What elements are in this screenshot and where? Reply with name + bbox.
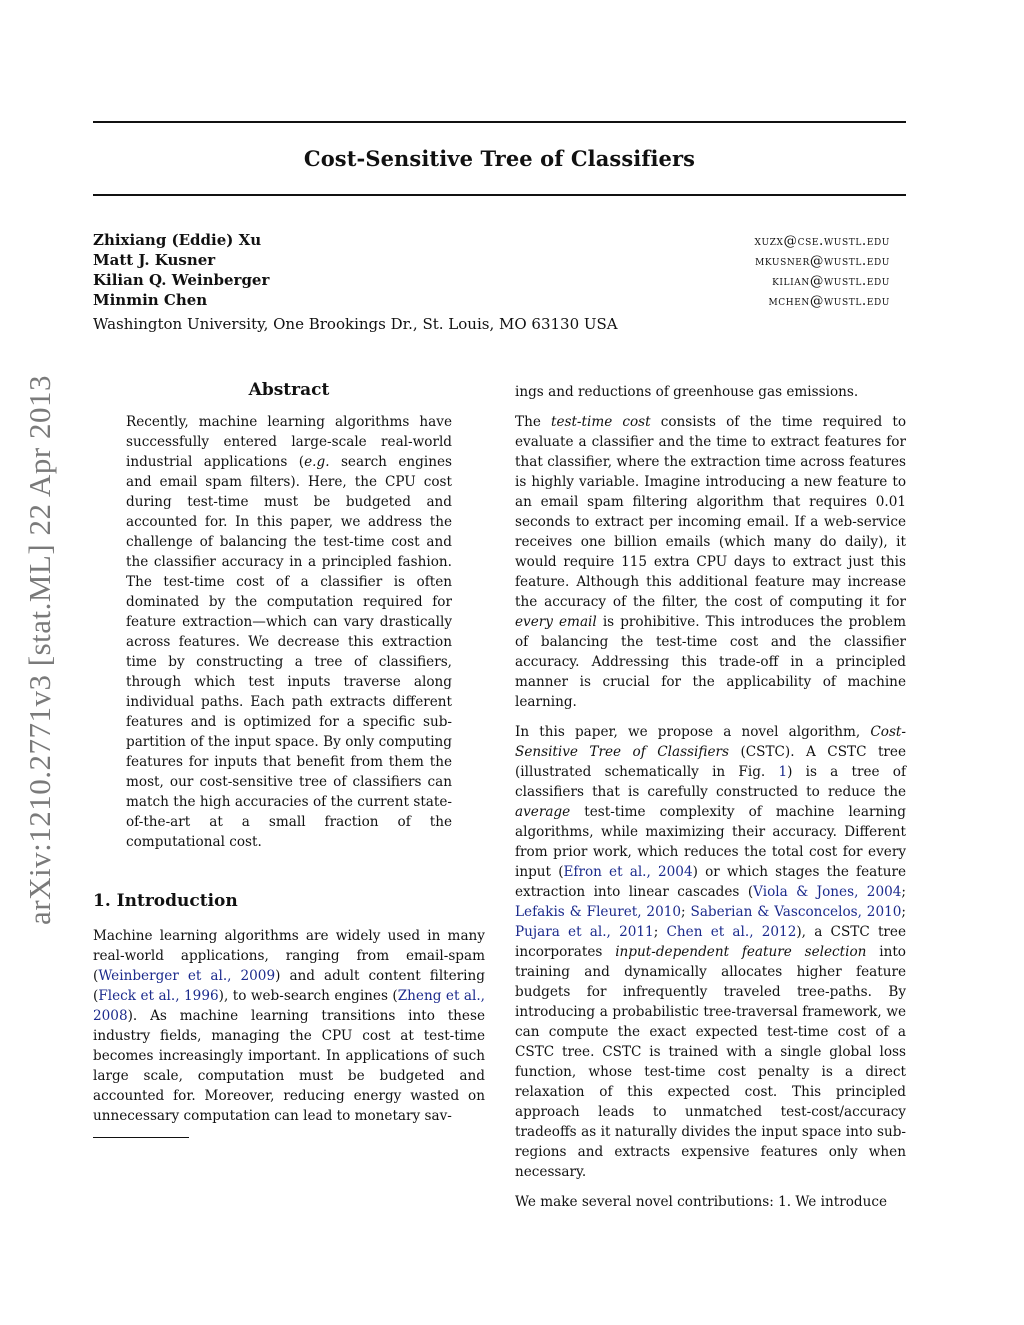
text-run: is prohibitive. This introduces the problem of balancing the test-time cost and the classifier accuracy. Addressing this trade-off in a principled manner is crucial for the applicability of machine learning. bbox=[515, 614, 906, 710]
citation-link[interactable]: Viola & Jones, 2004 bbox=[753, 884, 902, 900]
emphasis: input-dependent feature selection bbox=[615, 944, 867, 960]
abstract-text bbox=[126, 412, 452, 852]
citation-link[interactable]: Efron et al., 2004 bbox=[563, 864, 693, 880]
citation-link[interactable]: Pujara et al., 2011 bbox=[515, 924, 654, 940]
author-row bbox=[93, 290, 890, 310]
text-run: In this paper, we propose a novel algorithm, bbox=[515, 724, 871, 740]
author-email: kilian@wustl.edu bbox=[772, 273, 890, 289]
author-name: Minmin Chen bbox=[93, 291, 208, 309]
footnote-rule bbox=[93, 1137, 189, 1138]
text-run: ), a CSTC tree incorporates bbox=[515, 924, 906, 960]
text-run: ) is a tree of classifiers that is carefully constructed to reduce the bbox=[515, 764, 906, 800]
affiliation: Washington University, One Brookings Dr., St. Louis, MO 63130 USA bbox=[93, 315, 618, 333]
text-run: ; bbox=[901, 904, 906, 920]
test-time-cost-paragraph bbox=[515, 412, 906, 712]
citation-link[interactable]: Zheng et al., 2008 bbox=[93, 988, 485, 1024]
text-run: ; bbox=[901, 884, 906, 900]
author-row bbox=[93, 230, 890, 250]
text-run: ; bbox=[653, 924, 667, 940]
emphasis: average bbox=[515, 804, 571, 820]
citation-link[interactable]: Lefakis & Fleuret, 2010 bbox=[515, 904, 682, 920]
text-run: ) or which stages the feature extraction into linear cascades ( bbox=[515, 864, 906, 900]
figure-link[interactable]: 1 bbox=[778, 764, 788, 780]
contributions-paragraph: We make several novel contributions: 1. We introduce bbox=[515, 1194, 888, 1210]
author-name: Matt J. Kusner bbox=[93, 251, 216, 269]
author-email: xuzx@cse.wustl.edu bbox=[754, 233, 890, 249]
emphasis: every email bbox=[515, 614, 597, 630]
introduction-heading: 1. Introduction bbox=[93, 891, 238, 911]
text-run: consists of the time required to evaluate a classifier and the time to extract features for that classifier, where the extraction time across features is highly variable. Imagine introducing a new feature to an email spam filtering algorithm that requires 0.01 seconds to extract per incoming email. If a web-service receives one billion emails (which many do daily), it would require 115 extra CPU days to extract just this feature. Although this additional feature may increase the accuracy of the filter, the cost of computing it for bbox=[515, 414, 907, 610]
abstract-text-part: search engines and email spam filters). Here, the CPU cost during test-time must be budgeted and accounted for. In this paper, we address the challenge of balancing the test-time cost and the classifier accuracy in a principled fashion. The test-time cost of a classifier is often dominated by the computation required for feature extraction—which can vary drastically across features. We decrease this extraction time by constructing a tree of classifiers, through which test inputs traverse along individual paths. Each path extracts different features and is optimized for a specific sub-partition of the input space. By only computing features for inputs that benefit from them the most, our cost-sensitive tree of classifiers can match the high accuracies of the current state-of-the-art at a small fraction of the computational cost. bbox=[126, 454, 453, 850]
text-run: Machine learning algorithms are widely used in many real-world applications, ranging from email-spam ( bbox=[93, 928, 485, 984]
author-name: Kilian Q. Weinberger bbox=[93, 271, 270, 289]
introduction-paragraph bbox=[93, 926, 485, 1126]
continued-paragraph: ings and reductions of greenhouse gas emissions. bbox=[515, 384, 859, 400]
text-run: ). As machine learning transitions into these industry fields, managing the CPU cost at test-time becomes increasingly important. In applications of such large scale, computation must be budgeted and accounted for. Moreover, reducing energy wasted on unnecessary computation can lead to monetary sav- bbox=[93, 1008, 485, 1124]
text-run: ; bbox=[681, 904, 691, 920]
emphasis: test-time cost bbox=[550, 414, 651, 430]
cstc-paragraph bbox=[515, 722, 906, 1182]
author-name: Zhixiang (Eddie) Xu bbox=[93, 231, 262, 249]
text-run: (CSTC). A CSTC tree (illustrated schematically in Fig. bbox=[515, 744, 906, 780]
citation-link[interactable]: Saberian & Vasconcelos, 2010 bbox=[690, 904, 902, 920]
arxiv-identifier: arXiv:1210.2771v3 [stat.ML] 22 Apr 2013 bbox=[22, 375, 57, 925]
text-run: The bbox=[515, 414, 551, 430]
title-bottom-rule bbox=[93, 194, 906, 196]
citation-link[interactable]: Weinberger et al., 2009 bbox=[98, 968, 276, 984]
abstract-heading: Abstract bbox=[248, 380, 330, 400]
text-run: ), to web-search engines ( bbox=[218, 988, 398, 1004]
author-row bbox=[93, 270, 890, 290]
right-column bbox=[515, 382, 906, 1222]
author-block bbox=[93, 230, 890, 334]
emphasis: Cost-Sensitive Tree of Classifiers bbox=[515, 724, 906, 760]
top-rule bbox=[93, 121, 906, 123]
author-email: mchen@wustl.edu bbox=[768, 293, 890, 309]
abstract-text-part: Recently, machine learning algorithms have successfully entered large-scale real-world industrial applications ( bbox=[126, 414, 452, 470]
paper-title: Cost-Sensitive Tree of Classifiers bbox=[303, 146, 696, 171]
text-run: test-time complexity of machine learning algorithms, while maximizing their accuracy. Different from prior work, which reduces the total cost for every input ( bbox=[515, 804, 906, 880]
text-run: into training and dynamically allocates higher feature budgets for infrequently traveled tree-paths. By introducing a probabilistic tree-traversal framework, we can compute the exact expected test-time cost of a CSTC tree. CSTC is trained with a single global loss function, whose test-time cost penalty is a direct relaxation of this expected cost. This principled approach leads to unmatched test-cost/accuracy tradeoffs as it naturally divides the input space into sub-regions and extracts expensive features only when necessary. bbox=[515, 944, 906, 1180]
citation-link[interactable]: Chen et al., 2012 bbox=[666, 924, 797, 940]
text-run: ) and adult content filtering ( bbox=[93, 968, 485, 1004]
abstract-emphasis: e.g. bbox=[304, 454, 330, 470]
author-email: mkusner@wustl.edu bbox=[755, 253, 890, 269]
citation-link[interactable]: Fleck et al., 1996 bbox=[98, 988, 219, 1004]
author-row bbox=[93, 250, 890, 270]
